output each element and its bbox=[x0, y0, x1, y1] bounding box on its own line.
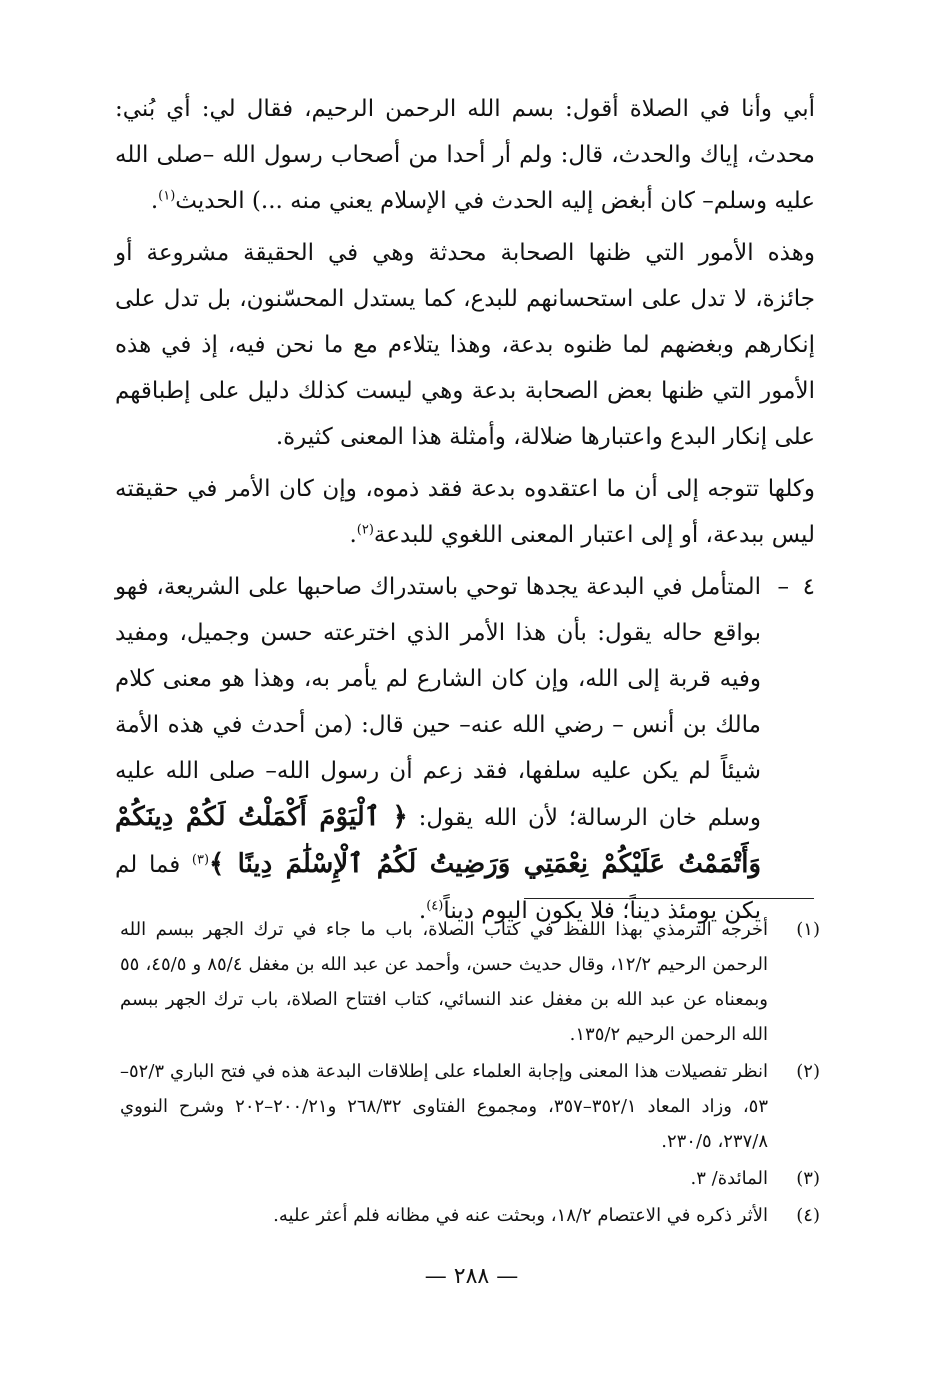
footnote-4 bbox=[120, 1198, 820, 1233]
footnote-text: الأثر ذكره في الاعتصام ١٨/٢، وبحثت عنه في مظانه فلم أعثر عليه. bbox=[273, 1205, 768, 1226]
footnote-text: أخرجه الترمذي بهذا اللفظ في كتاب الصلاة، باب ما جاء في ترك الجهر ببسم الله الرحمن الرحيم ١٢/٢، وقال حديث حسن، وأحمد عن عبد الله بن مغفل ٨٥/٤ و ٤٥/٥، ٥٥ وبمعناه عن عبد الله بن مغفل عند النسائي، كتاب افتتاح الصلاة، باب ترك الجهر ببسم الله الرحمن الرحيم ١٣٥/٢. bbox=[120, 919, 768, 1045]
footnote-number: (٣) bbox=[796, 1168, 820, 1189]
paragraph-text: أبي وأنا في الصلاة أقول: بسم الله الرحمن الرحيم، فقال لي: أي بُني: محدث، إياك والحدث، قال: ولم أر أحدا من أصحاب رسول الله –صلى الله عليه وسلم– كان أبغض إليه الحدث في الإسلام يعني منه ...) الحديث bbox=[115, 96, 815, 214]
item-body bbox=[115, 564, 761, 934]
paragraph-text: وكلها تتوجه إلى أن ما اعتقدوه بدعة فقد ذموه، وإن كان الأمر في حقيقته ليس ببدعة، أو إلى اعتبار المعنى اللغوي للبدعة bbox=[115, 476, 815, 548]
paragraph-2 bbox=[115, 230, 815, 460]
footnote-ref[interactable]: (٣) bbox=[191, 852, 210, 868]
footnote-ref[interactable]: (١) bbox=[158, 188, 176, 204]
footnote-number: (٤) bbox=[796, 1205, 820, 1226]
paragraph-3 bbox=[115, 466, 815, 558]
paragraph-tail: . bbox=[150, 188, 159, 214]
footnote-number: (١) bbox=[796, 919, 820, 940]
footnote-divider bbox=[524, 898, 814, 899]
footnote-3 bbox=[120, 1161, 820, 1196]
main-text bbox=[115, 86, 815, 934]
item-number: ٤ bbox=[802, 574, 815, 600]
footnote-2 bbox=[120, 1054, 820, 1159]
item-dash: – bbox=[777, 574, 789, 600]
footnote-number: (٢) bbox=[796, 1061, 820, 1082]
paragraph-1 bbox=[115, 86, 815, 224]
footnote-ref[interactable]: (٤) bbox=[426, 898, 444, 914]
footnote-text: المائدة/ ٣. bbox=[690, 1168, 768, 1189]
paragraph-tail: . bbox=[349, 522, 357, 548]
footnotes bbox=[120, 912, 820, 1235]
item-text: المتأمل في البدعة يجدها توحي باستدراك صاحبها على الشريعة، فهو بواقع حاله يقول: بأن هذا الأمر الذي اخترعته حسن وجميل، ومفيد وفيه قربة إلى الله، وإن كان الشارع لم يأمر به، وهذا هو معنى كلام مالك بن أنس – رضي الله عنه– حين قال: (من أحدث في هذه الأمة شيئاً لم يكن عليه سلفها، فقد زعم أن رسول الله– صلى الله عليه وسلم خان الرسالة؛ لأن الله يقول: bbox=[115, 574, 761, 831]
footnote-ref[interactable]: (٢) bbox=[356, 522, 374, 538]
footnote-text: انظر تفصيلات هذا المعنى وإجابة العلماء على إطلاقات البدعة هذه في فتح الباري ٥٢/٣–٥٣، وزاد المعاد ٣٥٢/١–٣٥٧، ومجموع الفتاوى ٢٦٨/٣٢ و٢٠٠/٢١–٢٠٢ وشرح النووي ٢٣٧/٨، ٢٣٠/٥. bbox=[120, 1061, 768, 1152]
item-tail: . bbox=[418, 898, 427, 924]
paragraph-text: وهذه الأمور التي ظنها الصحابة محدثة وهي في الحقيقة مشروعة أو جائزة، لا تدل على استحسانهم للبدع، كما يستدل المحسّنون، بل تدل على إنكارهم وبغضهم لما ظنوه بدعة، وهذا يتلاءم مع ما نحن فيه، إذ في هذه الأمور التي ظنها بعض الصحابة بدعة وهي ليست كذلك دليل على إطباقهم على إنكار البدع واعتبارها ضلالة، وأمثلة هذا المعنى كثيرة. bbox=[115, 240, 815, 450]
numbered-item-4 bbox=[115, 564, 815, 934]
quran-verse: ﴿ ٱلْيَوْمَ أَكْمَلْتُ لَكُمْ دِينَكُمْ وَأَتْمَمْتُ عَلَيْكُمْ نِعْمَتِي وَرَضِيتُ لَكُمُ ٱلْإِسْلَٰمَ دِينًا ﴾ bbox=[115, 802, 761, 879]
page-number: — ٢٨٨ — bbox=[424, 1264, 519, 1289]
item-text-after: فما لم يكن يومئذ ديناً؛ فلا يكون اليوم ديناً bbox=[115, 852, 761, 924]
footnote-1 bbox=[120, 912, 820, 1052]
